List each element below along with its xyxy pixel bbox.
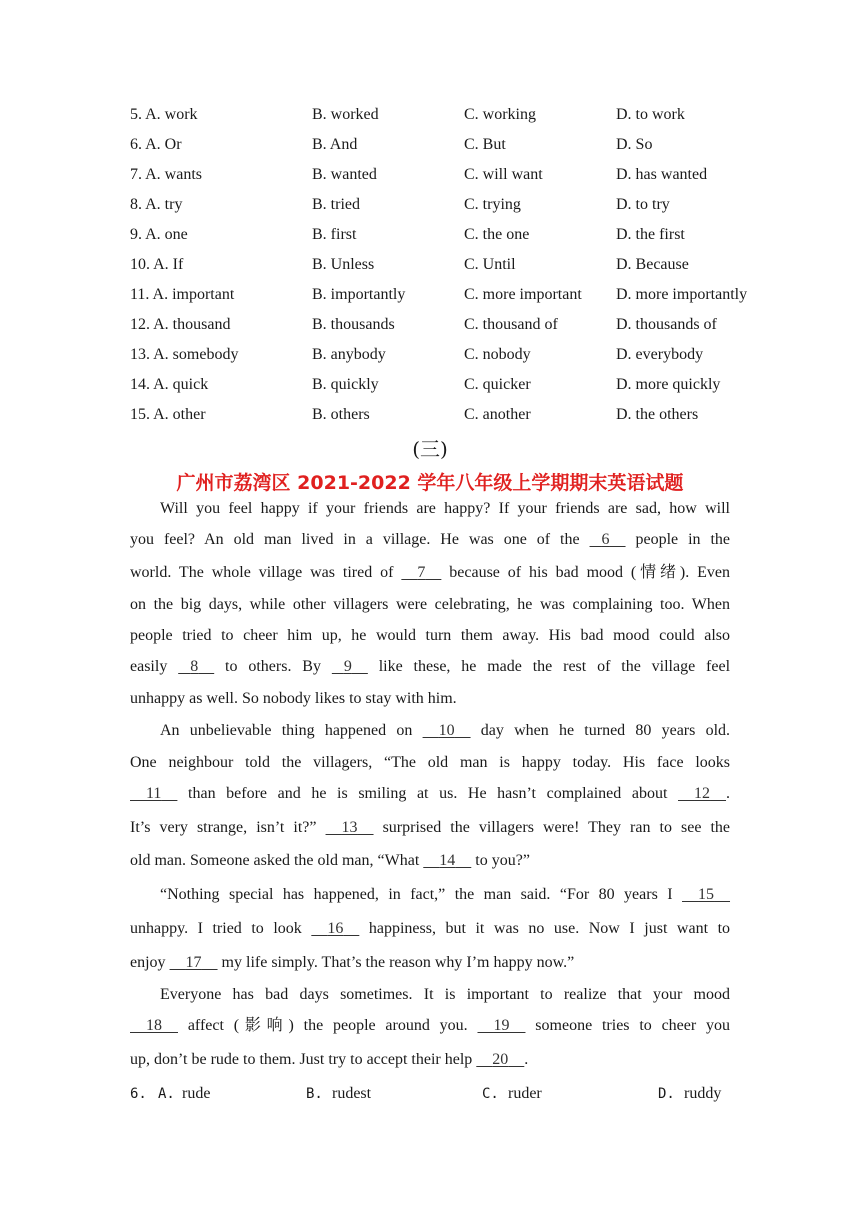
passage-line: world. The whole village was tired of 7 because of his bad mood (情绪). Even	[130, 560, 730, 586]
option-b: B. anybody	[312, 346, 386, 363]
option-c-text[interactable]: ruder	[508, 1085, 542, 1102]
option-d-text[interactable]: ruddy	[684, 1085, 722, 1102]
question-6-options	[130, 1080, 770, 1108]
option-row	[130, 220, 770, 250]
blank-7[interactable]: 7	[417, 564, 426, 581]
option-c: C. will want	[464, 166, 543, 183]
option-c: C. working	[464, 106, 536, 123]
option-a: 14. A. quick	[130, 376, 209, 393]
passage-line: old man. Someone asked the old man, “What 14 to you?”	[130, 848, 730, 874]
blank-20[interactable]: 20	[492, 1051, 509, 1068]
passage-line: 18 affect (影响) the people around you. 19 someone tries to cheer you	[130, 1013, 730, 1039]
option-b: B. thousands	[312, 316, 395, 333]
blank-11[interactable]: 11	[146, 785, 162, 802]
option-row	[130, 400, 770, 430]
option-b: B. wanted	[312, 166, 377, 183]
option-a: 8. A. try	[130, 196, 183, 213]
passage-line: easily 8 to others. By 9 like these, he made the rest of the village feel	[130, 654, 730, 680]
option-row	[130, 100, 770, 130]
blank-9[interactable]: 9	[343, 658, 352, 675]
option-c: C. the one	[464, 226, 530, 243]
option-row	[130, 250, 770, 280]
passage-line: enjoy 17 my life simply. That’s the reason why I’m happy now.”	[130, 950, 730, 976]
option-a-letter: A.	[158, 1086, 175, 1102]
option-b: B. importantly	[312, 286, 406, 303]
option-d: D. Because	[616, 256, 689, 273]
option-d: D. So	[616, 136, 653, 153]
option-b-text[interactable]: rudest	[332, 1085, 372, 1102]
blank-12[interactable]: 12	[694, 785, 711, 802]
option-d: D. the others	[616, 406, 699, 423]
option-b: B. others	[312, 406, 370, 423]
option-d: D. thousands of	[616, 316, 717, 333]
option-d: D. to try	[616, 196, 670, 213]
passage-line: up, don’t be rude to them. Just try to accept their help 20 .	[130, 1047, 730, 1073]
blank-6[interactable]: 6	[601, 531, 610, 548]
passage-line: 11 than before and he is smiling at us. He hasn’t complained about 12 .	[130, 781, 730, 807]
option-d: D. everybody	[616, 346, 704, 363]
passage-line: people tried to cheer him up, he would turn them away. His bad mood could also	[130, 627, 730, 644]
option-c: C. quicker	[464, 376, 531, 393]
passage-line: Everyone has bad days sometimes. It is important to realize that your mood	[160, 986, 730, 1003]
option-a: 10. A. If	[130, 256, 184, 273]
blank-16[interactable]: 16	[327, 920, 344, 937]
option-a: 15. A. other	[130, 406, 206, 423]
option-row	[130, 160, 770, 190]
option-c: C. Until	[464, 256, 516, 273]
option-c: C. But	[464, 136, 506, 153]
option-a: 11. A. important	[130, 286, 235, 303]
option-d: D. more quickly	[616, 376, 721, 393]
option-b: B. tried	[312, 196, 360, 213]
passage-line: One neighbour told the villagers, “The old man is happy today. His face looks	[130, 754, 730, 771]
blank-18[interactable]: 18	[146, 1017, 162, 1034]
passage-line: unhappy. I tried to look 16 happiness, but it was no use. Now I just want to	[130, 916, 730, 942]
option-d: D. has wanted	[616, 166, 708, 183]
option-c: C. more important	[464, 286, 582, 303]
option-row	[130, 130, 770, 160]
blank-15[interactable]: 15	[698, 886, 715, 903]
option-c: C. thousand of	[464, 316, 558, 333]
section-title: 广州市荔湾区 2021-2022 学年八年级上学期期末英语试题	[176, 472, 684, 494]
option-a: 7. A. wants	[130, 166, 202, 183]
option-a-text[interactable]: rude	[182, 1085, 211, 1102]
passage-line: Will you feel happy if your friends are happy? If your friends are sad, how will	[160, 500, 730, 517]
blank-14[interactable]: 14	[439, 852, 456, 869]
option-c: C. trying	[464, 196, 521, 213]
option-b: B. quickly	[312, 376, 379, 393]
passage-line: unhappy as well. So nobody likes to stay with him.	[130, 690, 457, 707]
option-c-letter: C.	[482, 1086, 499, 1102]
option-row	[130, 370, 770, 400]
section-number: (三)	[412, 437, 448, 461]
option-d-letter: D.	[658, 1086, 675, 1102]
option-b: B. Unless	[312, 256, 375, 273]
option-a: 12. A. thousand	[130, 316, 231, 333]
option-row	[130, 280, 770, 310]
question-number: 6.	[130, 1086, 147, 1102]
option-b-letter: B.	[306, 1086, 323, 1102]
blank-8[interactable]: 8	[190, 658, 199, 675]
passage-line: An unbelievable thing happened on 10 day when he turned 80 years old.	[160, 718, 730, 744]
option-c: C. another	[464, 406, 531, 423]
option-b: B. worked	[312, 106, 379, 123]
blank-17[interactable]: 17	[185, 954, 202, 971]
option-b: B. And	[312, 136, 358, 153]
option-row	[130, 190, 770, 220]
option-row	[130, 340, 770, 370]
option-a: 5. A. work	[130, 106, 198, 123]
option-c: C. nobody	[464, 346, 531, 363]
option-d: D. the first	[616, 226, 685, 243]
option-b: B. first	[312, 226, 357, 243]
option-a: 6. A. Or	[130, 136, 182, 153]
passage-line: you feel? An old man lived in a village. He was one of the 6 people in the	[130, 527, 730, 553]
option-row	[130, 310, 770, 340]
passage-line: It’s very strange, isn’t it?” 13 surprised the villagers were! They ran to see the	[130, 815, 730, 841]
option-a: 9. A. one	[130, 226, 188, 243]
option-a: 13. A. somebody	[130, 346, 239, 363]
passage-line: “Nothing special has happened, in fact,” the man said. “For 80 years I 15	[160, 882, 730, 908]
passage-line: on the big days, while other villagers were celebrating, he was complaining too. When	[130, 596, 730, 613]
option-d: D. to work	[616, 106, 685, 123]
blank-19[interactable]: 19	[493, 1017, 510, 1034]
option-d: D. more importantly	[616, 286, 748, 303]
blank-13[interactable]: 13	[341, 819, 358, 836]
blank-10[interactable]: 10	[438, 722, 455, 739]
